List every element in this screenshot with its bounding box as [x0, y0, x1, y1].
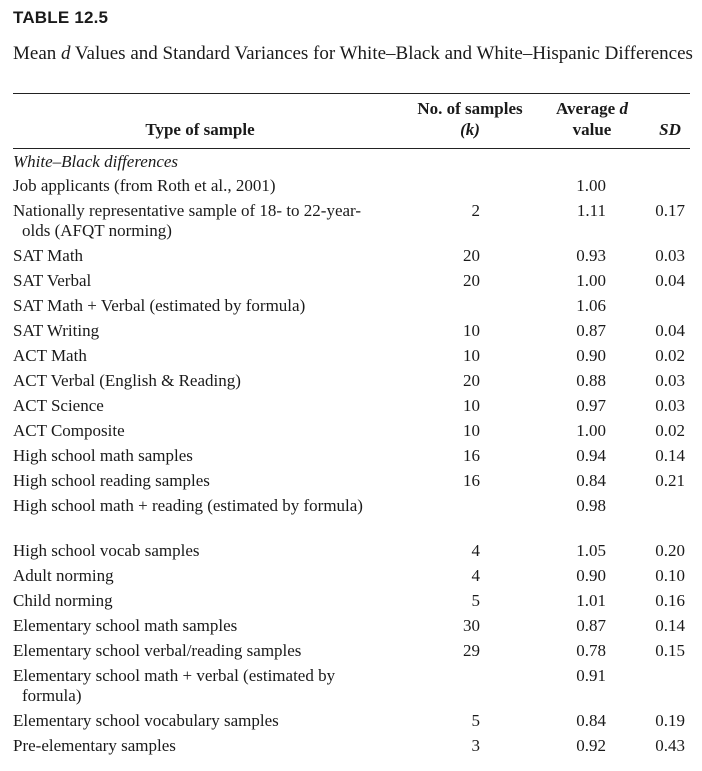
row-k-value: 3	[471, 736, 480, 755]
header-avg-prefix: Average	[556, 99, 620, 118]
table-row	[0, 711, 702, 736]
row-k-value: 29	[463, 641, 480, 660]
row-label: ACT Math	[13, 346, 87, 365]
row-average-d: 0.84	[576, 711, 606, 730]
table-row	[0, 736, 702, 761]
row-label: Elementary school math samples	[13, 616, 238, 635]
row-k-value: 4	[471, 566, 480, 585]
row-label: High school math samples	[13, 446, 193, 465]
row-sd: 0.14	[655, 616, 685, 635]
header-sd: SD	[659, 120, 681, 139]
row-average-d: 1.11	[576, 201, 606, 220]
row-sd: 0.43	[655, 736, 685, 755]
row-sd: 0.04	[655, 321, 685, 340]
row-sd: 0.19	[655, 711, 685, 730]
table-number: TABLE 12.5	[13, 8, 109, 27]
header-avg-d: d	[619, 99, 628, 118]
table-row	[0, 371, 702, 396]
row-k-value: 20	[463, 371, 480, 390]
row-sd: 0.03	[655, 396, 685, 415]
table-row	[0, 176, 702, 201]
table-row	[0, 471, 702, 496]
row-k-value: 5	[471, 711, 480, 730]
header-k-line2: (k)	[460, 120, 480, 139]
row-average-d: 0.88	[576, 371, 606, 390]
table-row	[0, 246, 702, 271]
row-average-d: 0.94	[576, 446, 606, 465]
row-k-value: 20	[463, 271, 480, 290]
row-label: Adult norming	[13, 566, 114, 585]
row-sd: 0.20	[655, 541, 685, 560]
row-label: Pre-elementary samples	[13, 736, 176, 755]
row-sd: 0.03	[655, 246, 685, 265]
row-label: SAT Writing	[13, 321, 100, 340]
table-row	[0, 296, 702, 321]
row-label: SAT Verbal	[13, 271, 92, 290]
row-sd: 0.17	[655, 201, 685, 220]
row-average-d: 0.93	[576, 246, 606, 265]
header-avg-line2: value	[572, 120, 612, 139]
caption-d: d	[61, 43, 71, 64]
row-average-d: 1.00	[576, 421, 606, 440]
row-average-d: 0.91	[576, 666, 606, 685]
row-k-value: 10	[463, 346, 480, 365]
row-average-d: 0.78	[576, 641, 606, 660]
table-row	[0, 496, 702, 541]
row-sd: 0.10	[655, 566, 685, 585]
row-label: ACT Verbal (English & Reading)	[13, 371, 241, 390]
table-row	[0, 591, 702, 616]
table-row	[0, 566, 702, 591]
row-label: Elementary school verbal/reading samples	[13, 641, 302, 660]
row-average-d: 0.87	[576, 321, 606, 340]
row-label: Nationally representative sample of 18- to 22-year-olds (AFQT norming)	[13, 201, 362, 240]
row-label: Child norming	[13, 591, 113, 610]
row-average-d: 0.92	[576, 736, 606, 755]
row-sd: 0.02	[655, 346, 685, 365]
row-label: ACT Science	[13, 396, 104, 415]
table-row	[0, 421, 702, 446]
row-label: High school reading samples	[13, 471, 210, 490]
table-row	[0, 201, 702, 246]
row-label: High school vocab samples	[13, 541, 200, 560]
caption-prefix: Mean	[13, 43, 62, 64]
row-average-d: 1.01	[576, 591, 606, 610]
row-sd: 0.02	[655, 421, 685, 440]
row-k-value: 10	[463, 421, 480, 440]
table-row	[0, 616, 702, 641]
row-sd: 0.14	[655, 446, 685, 465]
row-sd: 0.21	[655, 471, 685, 490]
row-average-d: 0.84	[576, 471, 606, 490]
row-sd: 0.03	[655, 371, 685, 390]
table-row	[0, 666, 702, 711]
row-average-d: 1.05	[576, 541, 606, 560]
row-average-d: 0.98	[576, 496, 606, 515]
row-k-value: 16	[463, 471, 480, 490]
row-k-value: 5	[471, 591, 480, 610]
header-avg-line1	[540, 98, 644, 119]
header-rule	[13, 148, 690, 149]
row-average-d: 1.06	[576, 296, 606, 315]
row-sd: 0.15	[655, 641, 685, 660]
row-average-d: 0.97	[576, 396, 606, 415]
group-heading: White–Black differences	[13, 152, 179, 171]
table-row	[0, 541, 702, 566]
row-k-value: 30	[463, 616, 480, 635]
row-label: ACT Composite	[13, 421, 125, 440]
table-body	[0, 176, 702, 761]
row-k-value: 2	[471, 201, 480, 220]
row-k-value: 10	[463, 396, 480, 415]
row-k-value: 4	[471, 541, 480, 560]
table-row	[0, 346, 702, 371]
row-k-value: 20	[463, 246, 480, 265]
row-label: Elementary school math + verbal (estimated by formula)	[13, 666, 336, 705]
table-row	[0, 271, 702, 296]
header-k-line1: No. of samples	[417, 99, 523, 118]
row-k-value: 10	[463, 321, 480, 340]
row-label: Elementary school vocabulary samples	[13, 711, 279, 730]
table-row	[0, 321, 702, 346]
row-average-d: 0.90	[576, 346, 606, 365]
table-caption	[13, 42, 693, 65]
row-label: SAT Math + Verbal (estimated by formula)	[13, 296, 306, 315]
row-sd: 0.04	[655, 271, 685, 290]
row-label: SAT Math	[13, 246, 84, 265]
row-average-d: 0.87	[576, 616, 606, 635]
header-average-d	[540, 98, 644, 140]
row-sd: 0.16	[655, 591, 685, 610]
row-average-d: 0.90	[576, 566, 606, 585]
caption-suffix: Values and Standard Variances for White–Black and White–Hispanic Differences	[70, 43, 693, 64]
header-number-of-samples	[405, 98, 535, 140]
row-average-d: 1.00	[576, 176, 606, 195]
row-label: High school math + reading (estimated by formula)	[13, 496, 363, 515]
table-row	[0, 396, 702, 421]
table-row	[0, 446, 702, 471]
row-label: Job applicants (from Roth et al., 2001)	[13, 176, 276, 195]
row-k-value: 16	[463, 446, 480, 465]
top-rule	[13, 93, 690, 94]
header-type-of-sample: Type of sample	[145, 120, 255, 139]
table-row	[0, 641, 702, 666]
row-average-d: 1.00	[576, 271, 606, 290]
